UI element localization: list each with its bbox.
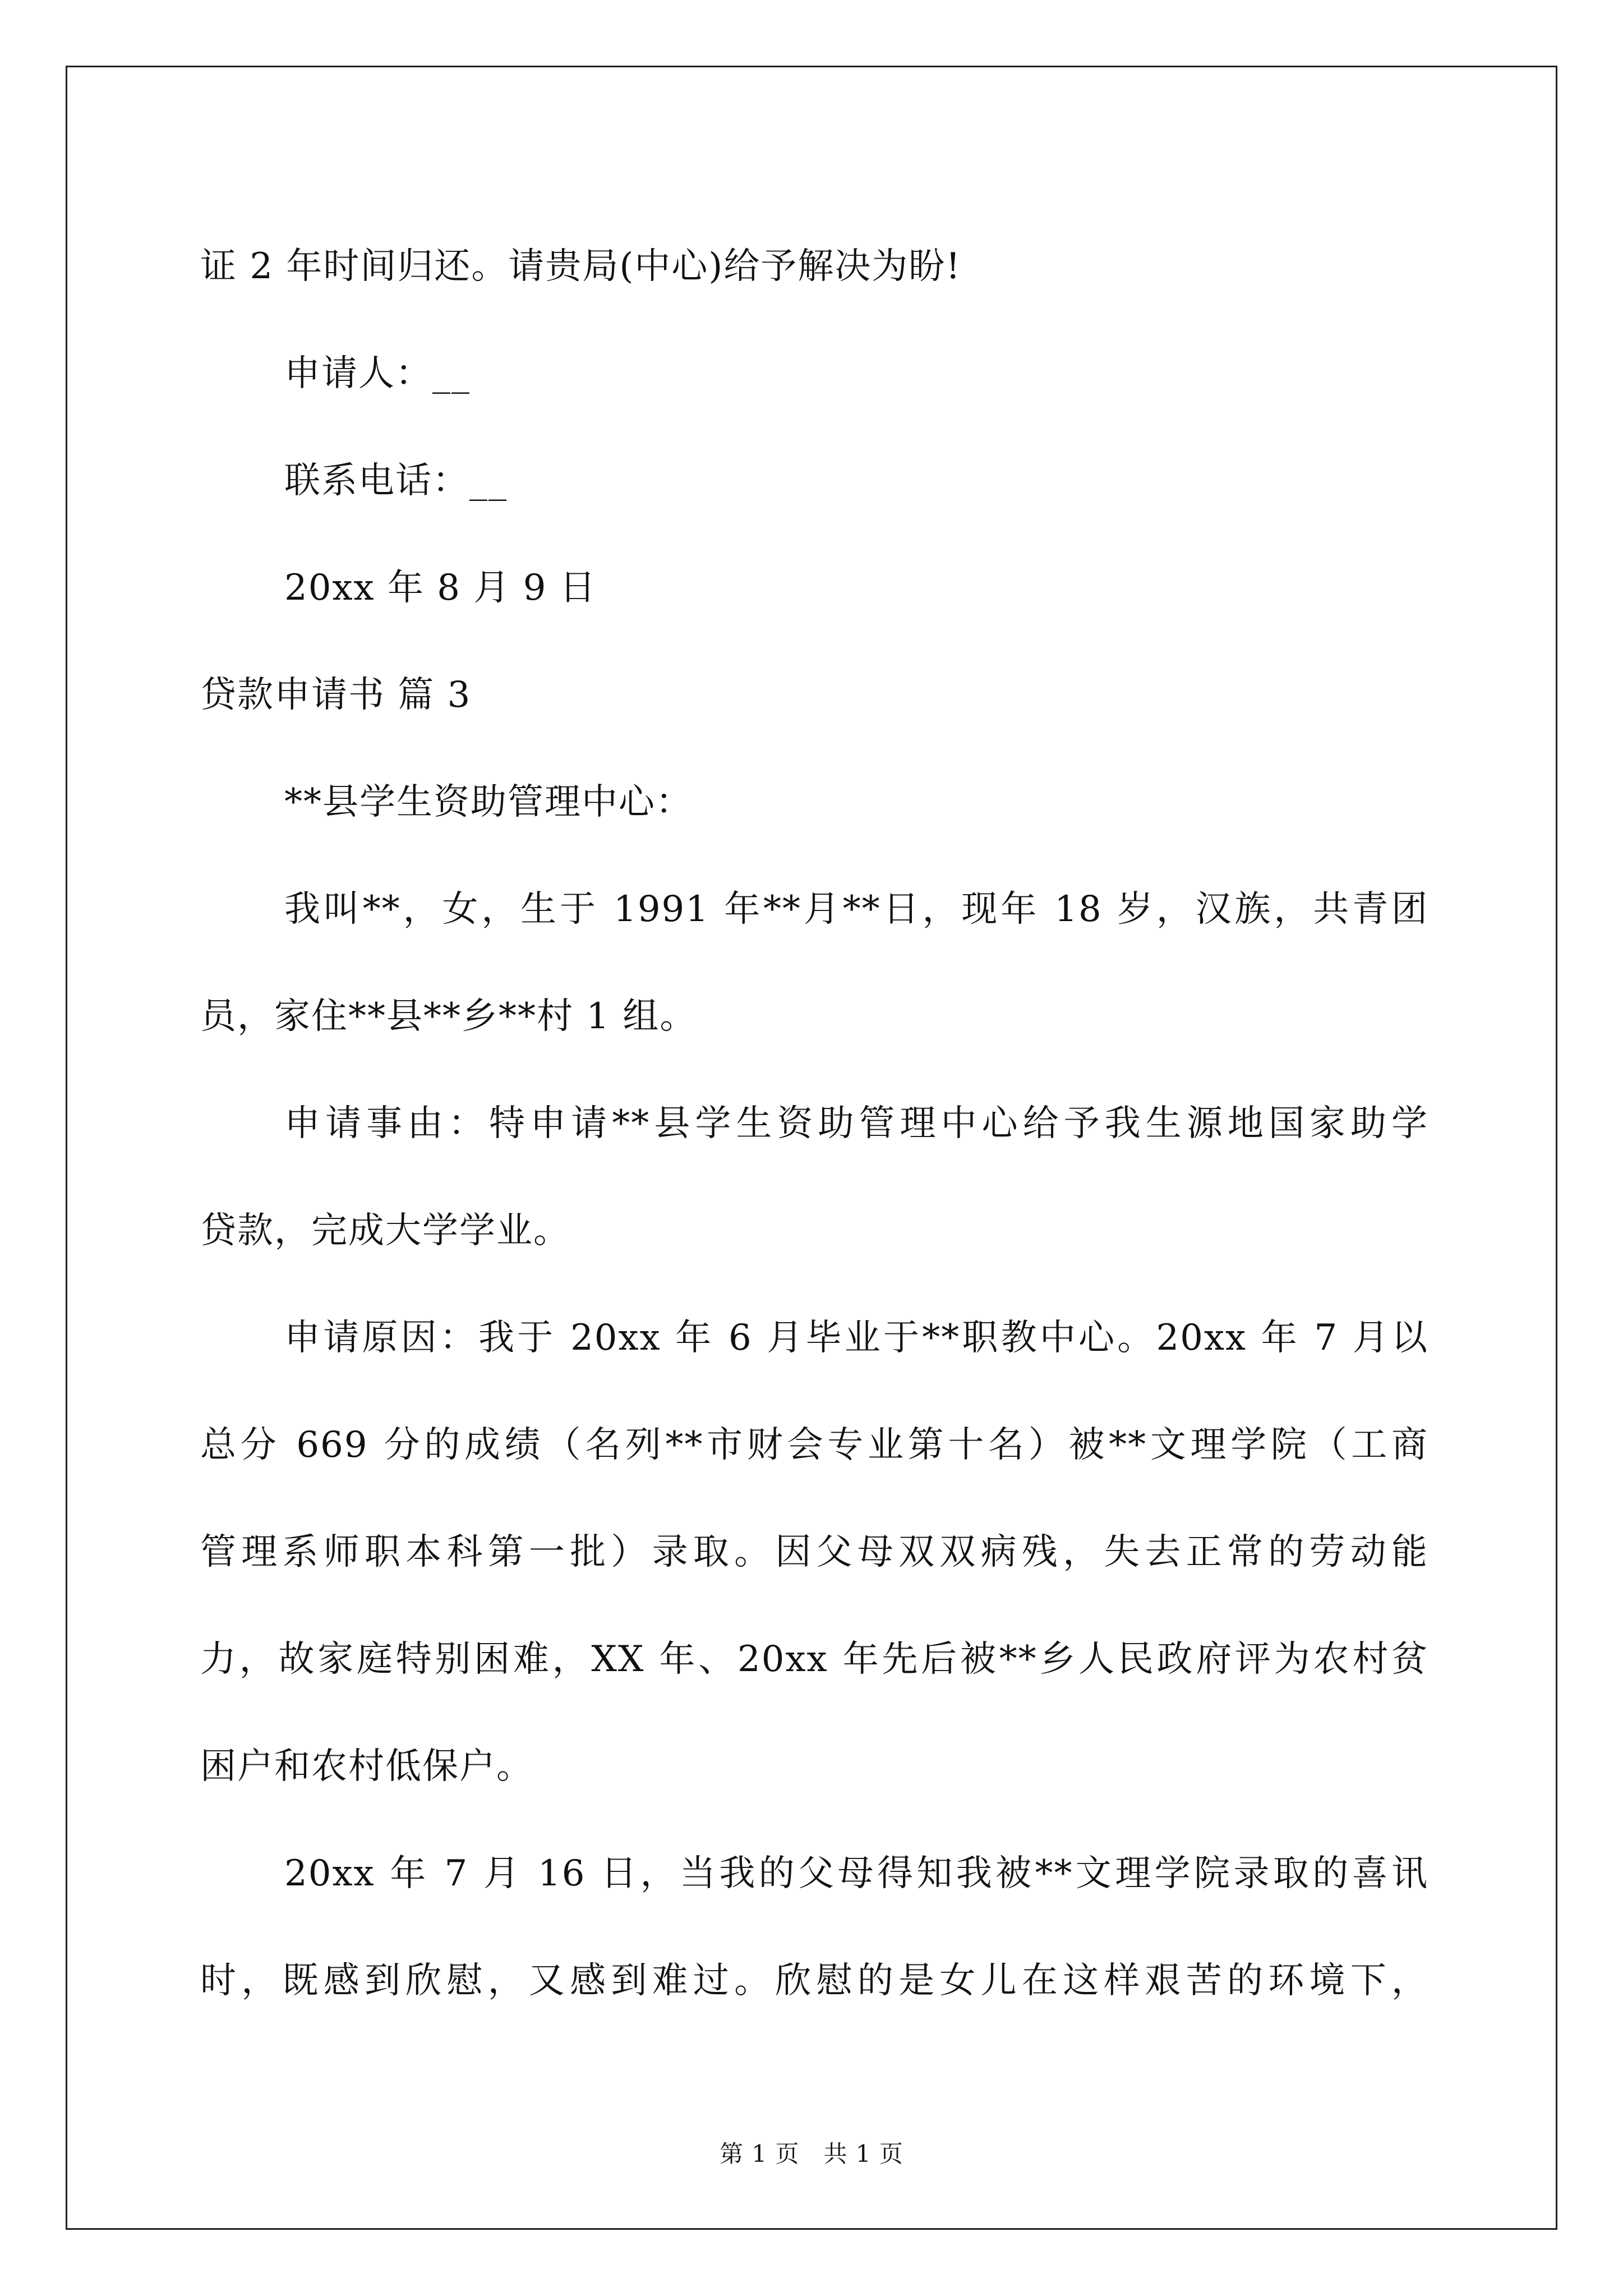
paragraph-line: 申请原因：我于 20xx 年 6 月毕业于**职教中心。20xx 年 7 月以: [284, 1317, 1428, 1359]
paragraph-line: 管理系师职本科第一批）录取。因父母双双病残，失去正常的劳动能: [200, 1531, 1428, 1573]
paragraph-line: 20xx 年 7 月 16 日，当我的父母得知我被**文理学院录取的喜讯: [284, 1853, 1428, 1894]
paragraph-line: 申请事由：特申请**县学生资助管理中心给予我生源地国家助学: [284, 1103, 1428, 1144]
document-body: [200, 213, 1428, 2035]
paragraph-line: 困户和农村低保户。: [200, 1746, 533, 1787]
body-line: 证 2 年时间归还。请贵局(中心)给予解决为盼!: [200, 246, 962, 287]
paragraph-line: 时，既感到欣慰，又感到难过。欣慰的是女儿在这样艰苦的环境下，: [200, 1960, 1428, 2001]
paragraph-line: 贷款，完成大学学业。: [200, 1210, 570, 1251]
paragraph-line: 我叫**，女，生于 1991 年**月**日，现年 18 岁，汉族，共青团: [284, 889, 1428, 930]
phone-line: 联系电话：__: [284, 460, 508, 501]
date-line: 20xx 年 8 月 9 日: [284, 567, 597, 609]
section-heading: 贷款申请书 篇 3: [200, 674, 472, 716]
paragraph-line: 总分 669 分的成绩（名列**市财会专业第十名）被**文理学院（工商: [200, 1424, 1428, 1466]
paragraph-line: 员，家住**县**乡**村 1 组。: [200, 996, 697, 1037]
salutation: **县学生资助管理中心：: [284, 781, 693, 823]
paragraph-line: 力，故家庭特别困难，XX 年、20xx 年先后被**乡人民政府评为农村贫: [200, 1639, 1428, 1680]
page-footer: 第 1 页 共 1 页: [720, 2140, 903, 2168]
applicant-line: 申请人：__: [284, 353, 471, 394]
